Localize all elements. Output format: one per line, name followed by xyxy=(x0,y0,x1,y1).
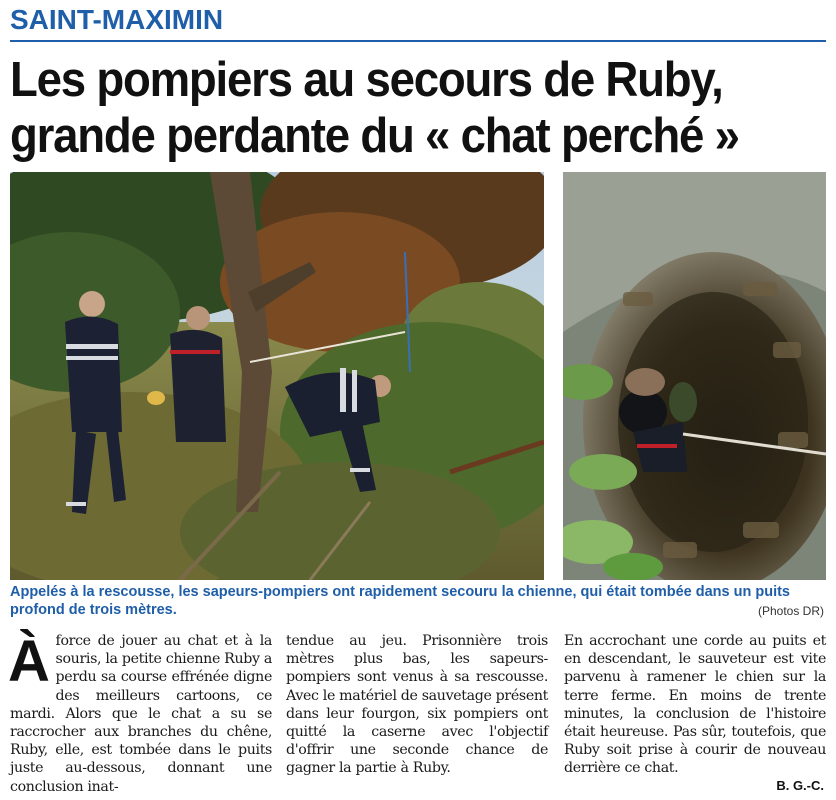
photo-credit: (Photos DR) xyxy=(757,604,824,618)
drop-cap: À xyxy=(8,629,50,694)
article-column-3 xyxy=(564,632,826,778)
article-text-3: En accrochant une corde au puits et en descendant, le sauveteur est vite parvenu à ramener le chien sur la terre ferme. En moins de trente minutes, la conclusion de l'histoire était heureuse. Pas sûr, toutefois, que Ruby soit prise à courir de nouveau derrière ce chat. xyxy=(564,633,826,777)
headline-line-1: Les pompiers au secours de Ruby, xyxy=(10,53,723,107)
photo-caption: Appelés à la rescousse, les sapeurs-pompiers ont rapidement secouru la chienne, qui était tombée dans un puits profond de trois mètres. xyxy=(10,584,790,618)
author-signature: B. G.-C. xyxy=(776,778,824,793)
headline xyxy=(10,52,773,164)
article-column-1 xyxy=(8,629,272,796)
headline-line-2: grande perdante du « chat perché » xyxy=(10,109,739,163)
article-text-2: tendue au jeu. Prisonnière trois mètres plus bas, les sapeurs-pompiers sont venus à sa rescousse. Avec le matériel de sauvetage présent dans leur fourgon, six pompiers ont quitté la caserne avec l'objectif d'offrir une seconde chance de gagner la partie à Ruby. xyxy=(286,633,549,777)
photo-firefighters-tree xyxy=(10,172,544,580)
kicker-divider xyxy=(10,40,826,42)
photo-well-rescue xyxy=(563,172,826,580)
section-kicker: SAINT-MAXIMIN xyxy=(10,4,224,35)
article-text-1: force de jouer au chat et à la souris, la petite chienne Ruby a perdu sa course effrénée digne des meilleurs cartoons, ce mardi. Alors que le chat a su se raccrocher aux branches du chêne, Ruby, elle, est tombée dans le puits juste au-dessous, donnant une conclusion inat- xyxy=(10,633,272,795)
article-column-2 xyxy=(286,632,548,778)
